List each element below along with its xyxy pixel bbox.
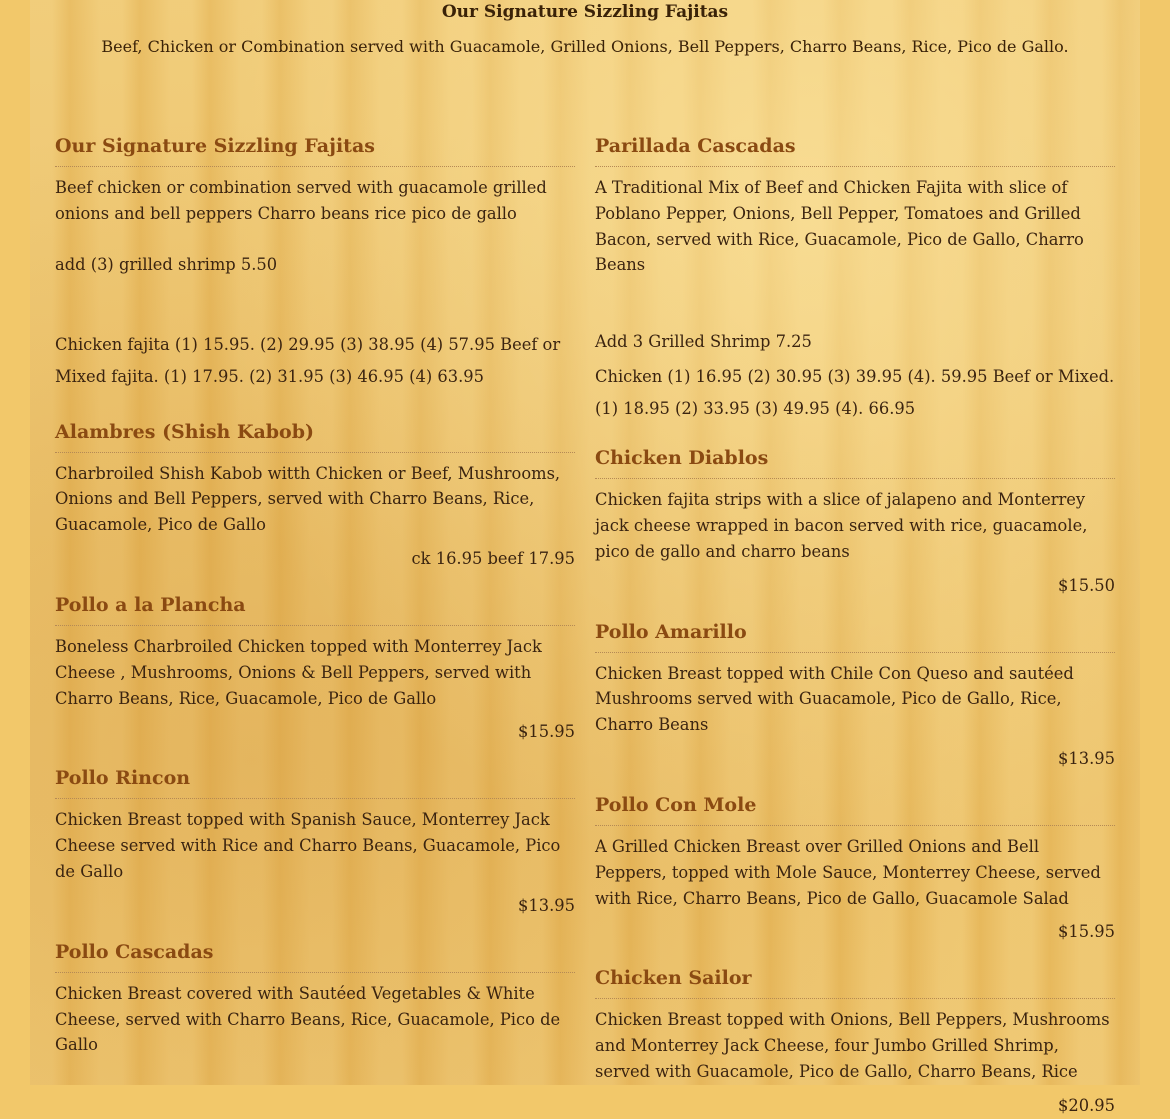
menu-item-mole: [595, 793, 1115, 945]
item-title: Alambres (Shish Kabob): [55, 420, 575, 453]
item-price: $15.95: [1058, 922, 1115, 942]
item-title: Our Signature Sizzling Fajitas: [55, 134, 575, 167]
item-description: Chicken fajita strips with a slice of jalapeno and Monterrey jack cheese wrapped in bacon served with rice, guacamole, pico de gallo and charro beans: [595, 490, 1088, 561]
item-price: $15.50: [1058, 575, 1115, 595]
item-title: Pollo Con Mole: [595, 793, 1115, 826]
item-description: Chicken Breast topped with Chile Con Queso and sautéed Mushrooms served with Guacamole, Pico de Gallo, Rice, Charro Beans: [595, 663, 1074, 735]
item-addon: Add 3 Grilled Shrimp 7.25: [595, 332, 812, 352]
item-description: Boneless Charbroiled Chicken topped with Monterrey Jack Cheese , Mushrooms, Onions & Bell Peppers, served with Charro Beans, Rice, Guacamole, Pico de Gallo: [55, 636, 542, 708]
item-description: A Grilled Chicken Breast over Grilled Onions and Bell Peppers, topped with Mole Sauce, Monterrey Cheese, served with Rice, Charro Beans, Pico de Gallo, Guacamole Salad: [595, 836, 1101, 908]
item-title: Pollo Cascadas: [55, 940, 575, 973]
banner-title: Our Signature Sizzling Fajitas: [441, 2, 729, 22]
menu-column-right: [595, 134, 1115, 1119]
item-description: Beef chicken or combination served with guacamole grilled onions and bell peppers Charro beans rice pico de gallo: [55, 178, 547, 223]
item-addon: add (3) grilled shrimp 5.50: [55, 254, 278, 274]
menu-item-rincon: [55, 766, 575, 918]
item-title: Pollo Rincon: [55, 766, 575, 799]
item-description: Chicken Breast topped with Onions, Bell Peppers, Mushrooms and Monterrey Jack Cheese, four Jumbo Grilled Shrimp, served with Guacamole, Pico de Gallo, Charro Beans, Rice: [595, 1010, 1110, 1081]
menu-item-alambres: [55, 420, 575, 572]
menu-item-diablos: [595, 446, 1115, 598]
menu-item-sailor: [595, 966, 1115, 1118]
item-title: Chicken Diablos: [595, 446, 1115, 479]
menu-item-parillada: [595, 134, 1115, 425]
item-title: Chicken Sailor: [595, 966, 1115, 999]
item-price: $13.95: [518, 895, 575, 915]
item-title: Parillada Cascadas: [595, 134, 1115, 167]
item-description: Chicken Breast covered with Sautéed Vegetables & White Cheese, served with Charro Beans, Rice, Guacamole, Pico de Gallo: [55, 983, 561, 1055]
item-price: $13.95: [1058, 748, 1115, 768]
item-prices: Chicken (1) 16.95 (2) 30.95 (3) 39.95 (4). 59.95 Beef or Mixed. (1) 18.95 (2) 33.95 (3) 49.95 (4). 66.95: [595, 367, 1115, 419]
item-description: Charbroiled Shish Kabob witth Chicken or Beef, Mushrooms, Onions and Bell Peppers, served with Charro Beans, Rice, Guacamole, Pico de Gallo: [55, 463, 561, 535]
item-price: ck 16.95 beef 17.95: [411, 548, 575, 568]
menu-item-plancha: [55, 593, 575, 745]
menu-item-fajitas: [55, 134, 575, 393]
menu-page: [30, 0, 1140, 1115]
item-description: A Traditional Mix of Beef and Chicken Fajita with slice of Poblano Pepper, Onions, Bell Pepper, Tomatoes and Grilled Bacon, served with Rice, Guacamole, Pico de Gallo, Charro Beans: [595, 178, 1084, 275]
item-prices: Chicken fajita (1) 15.95. (2) 29.95 (3) 38.95 (4) 57.95 Beef or Mixed fajita. (1) 17.95. (2) 31.95 (3) 46.95 (4) 63.95: [55, 334, 561, 386]
item-title: Pollo Amarillo: [595, 620, 1115, 653]
menu-item-cascadas: [55, 940, 575, 1058]
item-price: $15.95: [518, 722, 575, 742]
item-title: Pollo a la Plancha: [55, 593, 575, 626]
item-description: Chicken Breast topped with Spanish Sauce, Monterrey Jack Cheese served with Rice and Charro Beans, Guacamole, Pico de Gallo: [55, 810, 561, 881]
menu-item-amarillo: [595, 620, 1115, 772]
banner-subtitle: Beef, Chicken or Combination served with Guacamole, Grilled Onions, Bell Peppers, Charro Beans, Rice, Pico de Gallo.: [101, 37, 1069, 56]
menu-column-left: [55, 134, 575, 1058]
item-price: $20.95: [1058, 1095, 1115, 1115]
